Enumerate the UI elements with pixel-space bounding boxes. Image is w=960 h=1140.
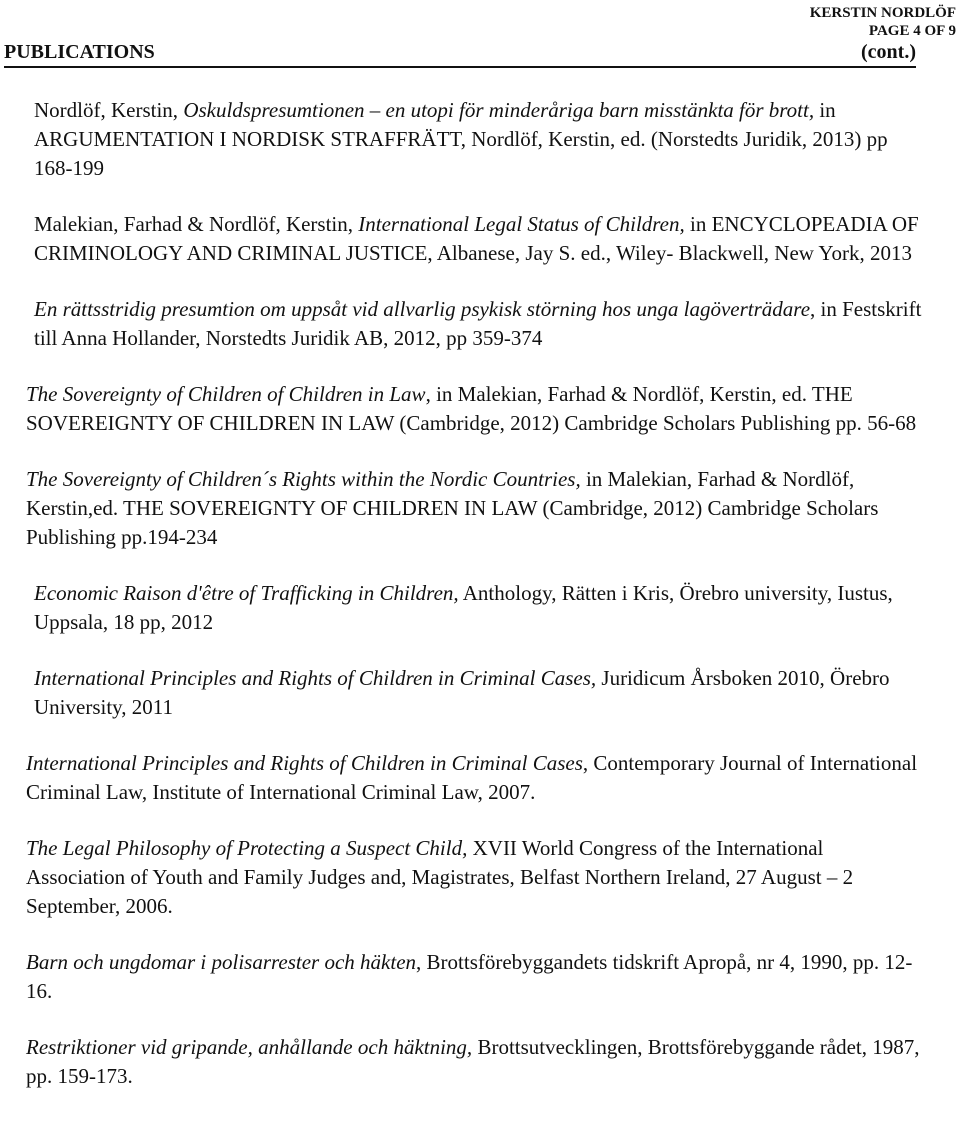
publication-entry	[34, 295, 926, 353]
publication-entry	[34, 210, 926, 268]
entry-details: XVII World Congress of the International Association of Youth and Family Judges and, Magistrates, Belfast Northern Ireland, 27 August – 2 September, 2006.	[26, 836, 854, 918]
entry-title: Barn och ungdomar i polisarrester och häkten	[26, 950, 417, 974]
entry-title: International Legal Status of Children,	[358, 212, 685, 236]
publication-entry	[34, 579, 926, 637]
publication-entry	[26, 465, 926, 552]
entry-title: International Principles and Rights of Children in Criminal Cases,	[34, 666, 597, 690]
entry-details: Brottsutvecklingen, Brottsförebyggande rådet, 1987, pp. 159-173.	[26, 1035, 920, 1088]
publication-entry	[26, 948, 926, 1006]
publication-list	[26, 96, 926, 1118]
entry-details: , in Festskrift till Anna Hollander, Norstedts Juridik AB, 2012, pp 359-374	[34, 297, 922, 350]
publication-entry	[26, 749, 926, 807]
section-title: PUBLICATIONS	[4, 41, 155, 63]
entry-title: Economic Raison d'être of Trafficking in Children,	[34, 581, 459, 605]
entry-title: Restriktioner vid gripande, anhållande och häktning,	[26, 1035, 473, 1059]
entry-title: Oskuldspresumtionen – en utopi för minderåriga barn misstänkta för brott,	[183, 98, 815, 122]
entry-title: En rättsstridig presumtion om uppsåt vid allvarlig psykisk störning hos unga lagöverträdare	[34, 297, 811, 321]
publication-entry	[26, 380, 926, 438]
entry-details: in ENCYCLOPEADIA OF CRIMINOLOGY AND CRIMINAL JUSTICE, Albanese, Jay S. ed., Wiley- Blackwell, New York, 2013	[34, 212, 919, 265]
entry-details: in Malekian, Farhad & Nordlöf, Kerstin,ed. THE SOVEREIGNTY OF CHILDREN IN LAW (Cambridge, 2012) Cambridge Scholars Publishing pp.194-234	[26, 467, 879, 549]
publication-entry	[26, 834, 926, 921]
entry-details: Juridicum Årsboken 2010, Örebro University, 2011	[34, 666, 890, 719]
publication-entry	[26, 1033, 926, 1091]
entry-title: International Principles and Rights of Children in Criminal Cases	[26, 751, 583, 775]
entry-authors: Nordlöf, Kerstin,	[34, 98, 184, 122]
entry-details: Anthology, Rätten i Kris, Örebro university, Iustus, Uppsala, 18 pp, 2012	[34, 581, 893, 634]
header-author: KERSTIN NORDLÖF	[809, 5, 956, 21]
entry-authors: Malekian, Farhad & Nordlöf, Kerstin,	[34, 212, 359, 236]
entry-title: The Legal Philosophy of Protecting a Suspect Child,	[26, 836, 468, 860]
publication-entry	[34, 96, 926, 183]
section-heading	[4, 40, 916, 68]
running-header	[810, 4, 956, 40]
entry-title: The Sovereignty of Children of Children in Law	[26, 382, 426, 406]
entry-details: , Contemporary Journal of International Criminal Law, Institute of International Criminal Law, 2007.	[26, 751, 918, 804]
publication-entry	[34, 664, 926, 722]
section-continued: (cont.)	[861, 41, 916, 63]
entry-details: , in Malekian, Farhad & Nordlöf, Kerstin, ed. THE SOVEREIGNTY OF CHILDREN IN LAW (Cambridge, 2012) Cambridge Scholars Publishing pp. 56-68	[26, 382, 917, 435]
entry-details: , Brottsförebyggandets tidskrift Apropå, nr 4, 1990, pp. 12-16.	[26, 950, 913, 1003]
header-page-number: PAGE 4 OF 9	[868, 23, 956, 39]
entry-title: The Sovereignty of Children´s Rights within the Nordic Countries,	[26, 467, 581, 491]
entry-details: in ARGUMENTATION I NORDISK STRAFFRÄTT, Nordlöf, Kerstin, ed. (Norstedts Juridik, 2013) pp 168-199	[34, 98, 888, 180]
